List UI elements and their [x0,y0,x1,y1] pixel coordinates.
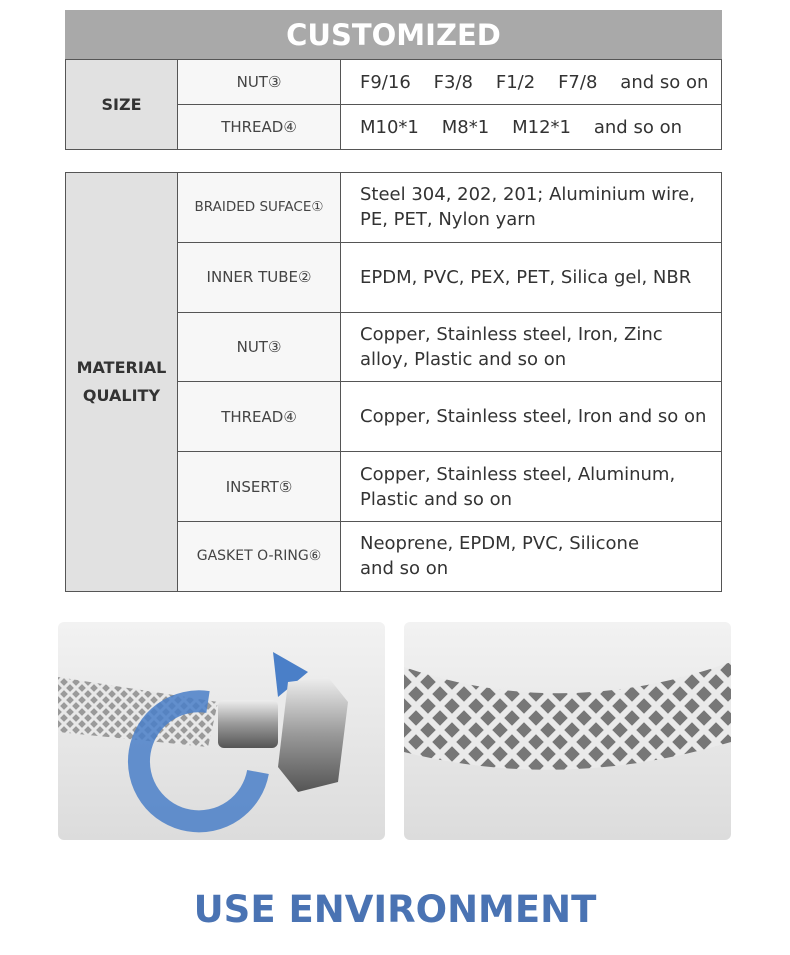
row-label: INSERT⑤ [178,452,341,522]
size-table [65,59,722,150]
value-line: Copper, Stainless steel, Iron, Zinc [360,323,663,345]
value-line: Copper, Stainless steel, Iron and so on [360,406,707,428]
value-line: Copper, Stainless steel, Aluminum, [360,463,676,485]
row-value [341,242,722,312]
hose-nut-photo [58,622,385,840]
table-row [66,173,722,243]
category-line: MATERIAL [76,357,167,377]
braided-hose-icon [404,622,731,840]
value-line: EPDM, PVC, PEX, PET, Silica gel, NBR [360,266,692,288]
row-label: NUT③ [178,312,341,382]
row-value: F9/16 F3/8 F1/2 F7/8 and so on [341,60,722,105]
row-label: NUT③ [178,60,341,105]
value-line: PE, PET, Nylon yarn [360,209,536,231]
table-row [66,60,722,105]
material-category [66,173,178,592]
size-category: SIZE [66,60,178,150]
row-value [341,173,722,243]
section-title: USE ENVIRONMENT [193,888,597,931]
material-table [65,172,722,592]
value-line: Steel 304, 202, 201; Aluminium wire, [360,184,695,206]
row-label: BRAIDED SUFACE① [178,173,341,243]
customized-header: CUSTOMIZED [65,10,722,59]
row-label: INNER TUBE② [178,242,341,312]
row-value [341,452,722,522]
value-line: Neoprene, EPDM, PVC, Silicone [360,533,640,555]
row-value [341,382,722,452]
row-label: THREAD④ [178,105,341,150]
row-label: GASKET O-RING⑥ [178,521,341,591]
row-value [341,521,722,591]
row-value [341,312,722,382]
value-line: Plastic and so on [360,488,513,510]
braided-closeup-photo [404,622,731,840]
row-value: M10*1 M8*1 M12*1 and so on [341,105,722,150]
hose-with-rotate-arrow-icon [58,622,385,840]
row-label: THREAD④ [178,382,341,452]
value-line: and so on [360,558,449,580]
value-line: alloy, Plastic and so on [360,348,567,370]
category-line: QUALITY [82,385,161,405]
